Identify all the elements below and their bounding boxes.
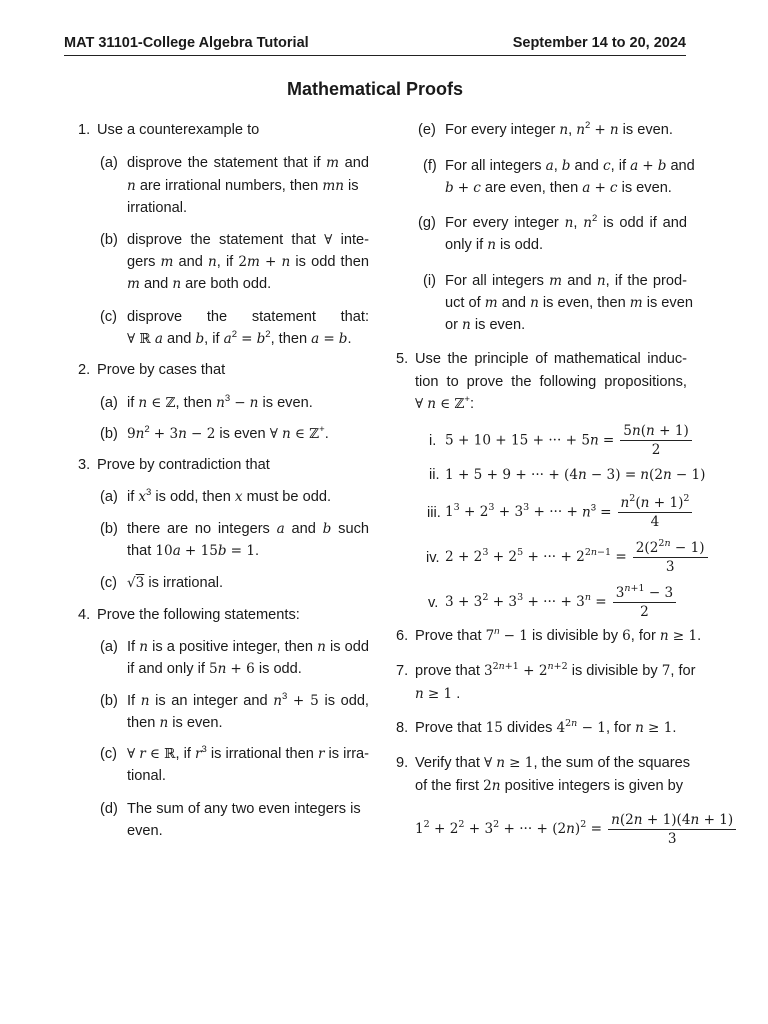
problem-4e-label: (e) xyxy=(418,122,436,138)
problem-5-iv-formula: $2 + 2^3 + 2^5$ + ··· + $2^{2n-1}$ = $\frac{2(2^{2n} - 1)}{3}$ xyxy=(445,539,710,576)
problem-1b-line3: m and n are both odd. xyxy=(127,276,272,292)
problem-3c-text: √3 is irrational. xyxy=(127,575,223,591)
problem-4e-text: For every integer n, $n^2 + n$ is even. xyxy=(445,120,673,138)
problem-9-line2: of the first 2n positive integers is given by xyxy=(415,778,684,794)
problem-4c-line1: ∀ r ∈ ℝ, if $r^3$ is irrational then r is irra- xyxy=(127,744,370,762)
problem-5-ii-label: ii. xyxy=(429,467,440,483)
problem-3b-line2: that 10a + 15b = 1. xyxy=(127,543,260,559)
problem-4b-line2: then n is even. xyxy=(127,715,223,731)
problem-4g-label: (g) xyxy=(418,215,436,231)
problem-2-text: Prove by cases that xyxy=(97,362,226,378)
problem-1-text: Use a counterexample to xyxy=(97,122,260,138)
problem-4g-line2: only if n is odd. xyxy=(445,237,544,253)
problem-7-number: 7. xyxy=(396,663,409,679)
problem-3-number: 3. xyxy=(78,457,91,473)
course-title: MAT 31101-College Algebra Tutorial xyxy=(64,35,309,51)
page-header xyxy=(64,33,686,56)
problem-1c-label: (c) xyxy=(100,309,118,325)
problem-4i-line2: uct of m and n is even, then m is even xyxy=(445,295,693,311)
problem-5-number: 5. xyxy=(396,351,409,367)
problem-4g-line1: For every integer n, $n^2$ is odd if and xyxy=(445,213,687,231)
problem-4f-label: (f) xyxy=(423,158,437,174)
problem-1c-line2: ∀ ℝ a and b, if $a^2 = b^2$, then a = b. xyxy=(127,329,352,347)
problem-1b-line1: disprove the statement that ∀ inte- xyxy=(127,232,370,248)
problem-4b-label: (b) xyxy=(100,693,118,709)
problem-3c-label: (c) xyxy=(100,575,118,591)
problem-1b-label: (b) xyxy=(100,232,118,248)
problem-5-i-formula: 5 + 10 + 15 + ··· + 5n = $\frac{5n(n + 1)}{2}$ xyxy=(445,422,694,459)
problem-5-line3: ∀ n ∈ ℤ+: xyxy=(415,394,475,412)
problem-2-number: 2. xyxy=(78,362,91,378)
problem-1a-line1: disprove the statement that if m and xyxy=(127,155,369,171)
problem-4a-label: (a) xyxy=(100,639,118,655)
problem-4b-line1: If n is an integer and $n^3 + 5$ is odd, xyxy=(127,691,369,709)
problem-5-v-label: v. xyxy=(428,595,439,611)
problem-5-v-formula: $3 + 3^2 + 3^3$ + ··· + $3^n$ = $\frac{3^{n+1} - 3}{2}$ xyxy=(445,584,678,621)
problem-9-formula: $1^2 + 2^2 + 3^2$ + ··· + $(2n)^2$ = $\frac{n(2n + 1)(4n + 1)}{3}$ xyxy=(415,811,738,848)
problem-4a-line2: if and only if 5n + 6 is odd. xyxy=(127,661,302,677)
problem-4-number: 4. xyxy=(78,607,91,623)
problem-4-text: Prove the following statements: xyxy=(97,607,300,623)
problem-3b-line1: there are no integers a and b such xyxy=(127,521,369,537)
problem-5-ii-formula: 1 + 5 + 9 + ··· + (4n − 3) = n(2n − 1) xyxy=(445,467,706,483)
problem-1c-line1: disprove the statement that: xyxy=(127,309,369,325)
document-title: Mathematical Proofs xyxy=(286,79,464,99)
problem-2b-text: $9n^2 + 3n - 2$ is even ∀ n ∈ ℤ+. xyxy=(127,424,329,442)
problem-5-line2: tion to prove the following propositions, xyxy=(415,374,687,390)
problem-4f-line2: b + c are even, then a + c is even. xyxy=(445,180,672,196)
problem-8-number: 8. xyxy=(396,720,409,736)
problem-1a-line3: irrational. xyxy=(127,200,188,216)
problem-7-line1: prove that $3^{2n+1} + 2^{n+2}$ is divisible by 7, for xyxy=(415,661,696,679)
problem-2a-text: if n ∈ ℤ, then $n^3 - n$ is even. xyxy=(127,393,313,411)
problem-1a-line2: n are irrational numbers, then mn is xyxy=(127,178,359,194)
problem-6-number: 6. xyxy=(396,628,409,644)
problem-1a-label: (a) xyxy=(100,155,118,171)
problem-4d-line2: even. xyxy=(127,823,163,839)
problem-1b-line2: gers m and n, if 2m + n is odd then xyxy=(127,254,369,270)
problem-9-line1: Verify that ∀ n ≥ 1, the sum of the squares xyxy=(415,755,690,771)
problem-4f-line1: For all integers a, b and c, if a + b and xyxy=(445,158,695,174)
problem-1-number: 1. xyxy=(78,122,91,138)
problem-4i-line3: or n is even. xyxy=(445,317,526,333)
problem-4i-label: (i) xyxy=(423,273,436,289)
problem-3-text: Prove by contradiction that xyxy=(97,457,270,473)
problem-5-iv-label: iv. xyxy=(426,550,440,566)
problem-3b-label: (b) xyxy=(100,521,118,537)
problem-7-line2: n ≥ 1 . xyxy=(415,686,461,702)
problem-4d-label: (d) xyxy=(100,801,118,817)
problem-5-line1: Use the principle of mathematical induc- xyxy=(415,351,687,367)
problem-8-text: Prove that 15 divides $4^{2n} - 1$, for n ≥ 1. xyxy=(415,718,677,736)
problem-5-i-label: i. xyxy=(429,433,437,449)
problem-5-iii-label: iii. xyxy=(427,505,441,521)
problem-2b-label: (b) xyxy=(100,426,118,442)
problem-4a-line1: If n is a positive integer, then n is odd xyxy=(127,639,369,655)
problem-6-text: Prove that 7$^n$ − 1 is divisible by 6, for n ≥ 1. xyxy=(415,626,702,644)
problem-4c-label: (c) xyxy=(100,746,118,762)
problem-4i-line1: For all integers m and n, if the prod- xyxy=(445,273,687,289)
date-range: September 14 to 20, 2024 xyxy=(512,35,686,51)
problem-2a-label: (a) xyxy=(100,395,118,411)
problem-3a-label: (a) xyxy=(100,489,118,505)
problem-9-number: 9. xyxy=(396,755,409,771)
problem-3a-text: if $x^3$ is odd, then x must be odd. xyxy=(127,487,332,505)
problem-5-iii-formula: $1^3 + 2^3 + 3^3$ + ··· + $n^3$ = $\frac{n^2(n + 1)^2}{4}$ xyxy=(445,494,694,531)
problem-4d-line1: The sum of any two even integers is xyxy=(127,801,361,817)
problem-4c-line2: tional. xyxy=(127,768,166,784)
